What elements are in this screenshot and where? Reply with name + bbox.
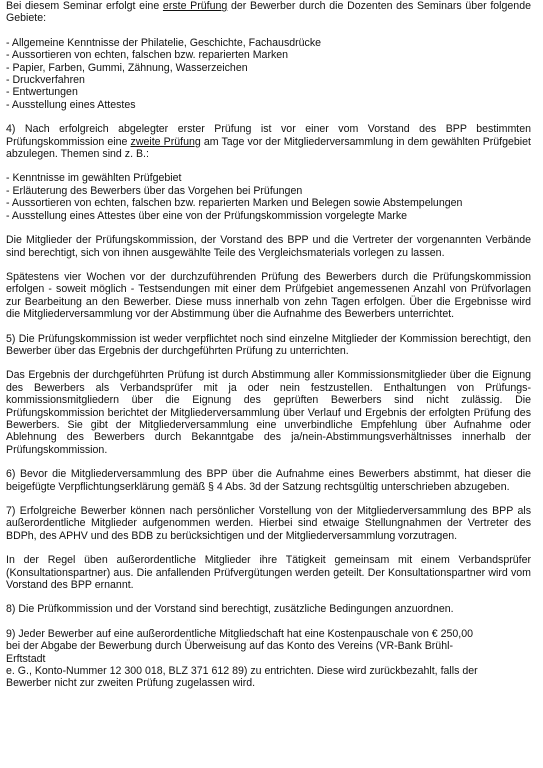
spacer (6, 591, 531, 603)
spacer (6, 542, 531, 554)
spacer (6, 222, 531, 234)
list-item: - Papier, Farben, Gummi, Zähnung, Wasserzeichen (6, 61, 248, 74)
list-item: - Aussortieren von echten, falschen bzw. reparierten Marken und Belegen sowie Abstempelungen (6, 197, 463, 210)
spacer (6, 160, 531, 172)
paragraph-exam-result: Das Ergebnis der durchgeführten Prüfung ist durch Abstimmung aller Kommissionsmitglieder über die Eignung des Bewerbers als Verbandsprüfer mit ja oder nein festzustellen. Enthaltungen von Prüfungs-kommissionsmitgliedern über die Eignung des geprüften Bewerbers sind nicht zulässig. Die Prüfungskommission berichtet der Mitgliederversammlung über Verlauf und Ergebnis der erfolgten Prüfung des Bewerbers. Sie gibt der Mitgliederversammlung eine unverbindliche Empfehlung über Aufnahme oder Ablehnung des Bewerbers durch Bekanntgabe des ja/nein-Abstimmungsverhältnisses innerhalb der Prüfungskommission. (6, 369, 531, 456)
section-6-paragraph: 6) Bevor die Mitgliederversammlung des BPP über die Aufnahme eines Bewerbers abstimmt, hat dieser die beigefügte Verpflichtungserklärung gemäß § 4 Abs. 3d der Satzung rechtsgültig unterschrieben abzugeben. (6, 468, 531, 493)
section-8-paragraph: 8) Die Prüfkommission und der Vorstand sind berechtigt, zusätzliche Bedingungen anzuordnen. (6, 603, 454, 616)
paragraph-commission-rights: Die Mitglieder der Prüfungskommission, der Vorstand des BPP und die Vertreter der vorgenannten Verbände sind berechtigt, sich von ihnen ausgewählte Teile des Vergleichsmaterials vorlegen zu lassen. (6, 234, 531, 259)
section-9-paragraph (6, 628, 531, 690)
list-item: - Druckverfahren (6, 74, 85, 87)
spacer (6, 259, 531, 271)
intro-text-after: der Bewerber durch die Dozenten des Seminars über folgende Gebiete: (6, 0, 531, 25)
section-5-paragraph: 5) Die Prüfungskommission ist weder verpflichtet noch sind einzelne Mitglieder der Kommission berechtigt, den Bewerber über das Ergebnis der durchgeführten Prüfung zu unterrichten. (6, 332, 531, 357)
section-7-paragraph: 7) Erfolgreiche Bewerber können nach persönlicher Vorstellung von der Mitgliederversammlung des BPP als außerordentliche Mitglieder aufgenommen werden. Hierbei sind etwaige Stellungnahmen der Vertreter des BDPh, des APHV und des BDB zu berücksichtigen und der Mitgliederversammlung vorzutragen. (6, 505, 531, 542)
list-item: - Aussortieren von echten, falschen bzw. reparierten Marken (6, 49, 289, 62)
second-exam-topics-list (6, 172, 531, 222)
section-4-text-after: am Tage vor der Mitgliederversammlung in dem gewählten Prüfgebiet abzulegen. Themen sind z. B.: (6, 135, 531, 161)
spacer (6, 493, 531, 505)
section-9-line: Erftstadt (6, 652, 46, 665)
list-item: - Kenntnisse im gewählten Prüfgebiet (6, 172, 182, 185)
list-item: - Entwertungen (6, 86, 78, 99)
intro-paragraph (6, 0, 531, 25)
erste-pruefung-underlined: erste Prüfung (162, 0, 228, 12)
list-item: - Allgemeine Kenntnisse der Philatelie, Geschichte, Fachausdrücke (6, 36, 322, 49)
section-9-line: 9) Jeder Bewerber auf eine außerordentliche Mitgliedschaft hat eine Kostenpauschale von € 250,00 (6, 627, 474, 640)
list-item: - Ausstellung eines Attestes (6, 98, 136, 111)
paragraph-consultation-partner: In der Regel üben außerordentliche Mitglieder ihre Tätigkeit gemeinsam mit einem Verbandsprüfer (Konsultationspartner) aus. Die anfallenden Prüfvergütungen werden geteilt. Der Konsultationspartner wird vom Vorstand des BPP ernannt. (6, 554, 531, 592)
spacer (6, 616, 531, 628)
paragraph-test-shipments: Spätestens vier Wochen vor der durchzuführenden Prüfung des Bewerbers durch die Prüfungskommission erfolgen - soweit möglich - Testsendungen mit einer dem Prüfgebiet angemessenen Anzahl von Prüfvorlagen zur Bearbeitung an den Bewerber. Diese muss innerhalb von zehn Tagen erfolgen. Über die Ergebnisse wird die Mitgliederversammlung vor der Abstimmung über die Aufnahme des Bewerbers unterrichtet. (6, 270, 531, 321)
list-item: - Erläuterung des Bewerbers über das Vorgehen bei Prüfungen (6, 184, 303, 197)
section-9-line: e. G., Konto-Nummer 12 300 018, BLZ 371 612 89) zu entrichten. Diese wird zurückbezahlt, falls der (6, 665, 478, 678)
spacer (6, 357, 531, 369)
zweite-pruefung-underlined: zweite Prüfung (130, 135, 201, 148)
document-page (6, 0, 531, 690)
first-exam-topics-list (6, 37, 531, 111)
spacer (6, 25, 531, 37)
spacer (6, 111, 531, 123)
section-9-line: Bewerber nicht zur zweiten Prüfung zugelassen wird. (6, 677, 256, 690)
section-9-line: bei der Abgabe der Bewerbung durch Überweisung auf das Konto des Vereins (VR-Bank Brühl- (6, 640, 453, 653)
spacer (6, 321, 531, 333)
section-4-paragraph (6, 123, 531, 160)
intro-text-before: Bei diesem Seminar erfolgt eine (6, 0, 163, 12)
section-4-text-before: 4) Nach erfolgreich abgelegter erster Prüfung ist vor einer vom Vorstand des BPP bestimmten Prüfungskommission eine (6, 123, 531, 148)
list-item: - Ausstellung eines Attestes über eine von der Prüfungskommission vorgelegte Marke (6, 209, 408, 222)
spacer (6, 456, 531, 468)
